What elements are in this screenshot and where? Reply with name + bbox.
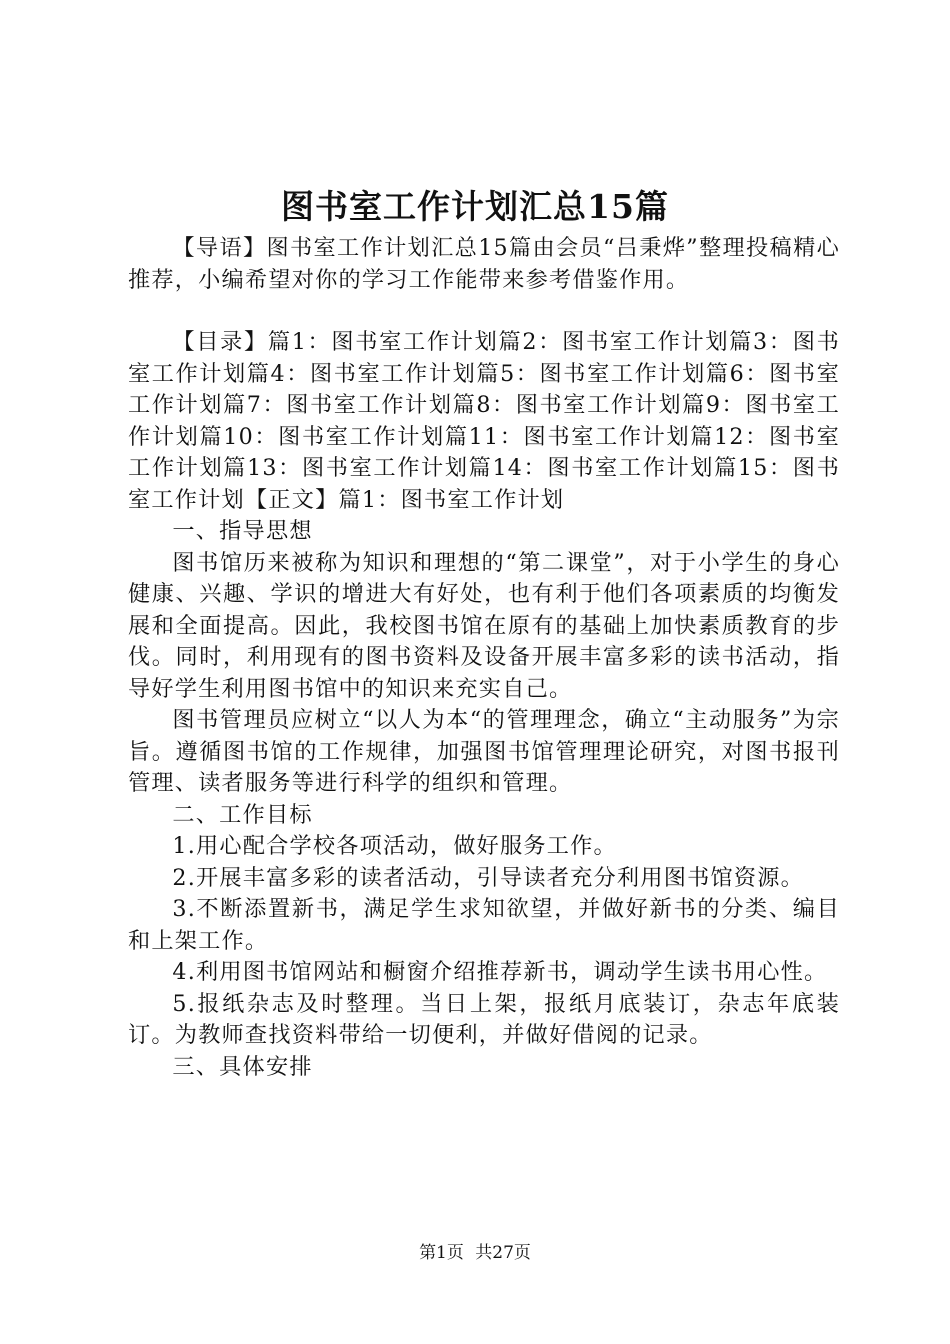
page-number: 第1页 [419, 1243, 464, 1263]
paragraph-spacer [128, 296, 840, 327]
page-footer [0, 1238, 950, 1268]
list-item: 5.报纸杂志及时整理。当日上架，报纸月底装订，杂志年底装订。为教师查找资料带给一切便利，并做好借阅的记录。 [128, 990, 840, 1048]
document-body [128, 233, 840, 1083]
heading-work-goals: 二、工作目标 [172, 801, 313, 828]
heading-specific-arrangements: 三、具体安排 [172, 1053, 313, 1080]
list-item: 1.用心配合学校各项活动，做好服务工作。 [172, 833, 617, 859]
heading-guiding-thought: 一、指导思想 [172, 518, 313, 544]
list-item: 2.开展丰富多彩的读者活动，引导读者充分利用图书馆资源。 [172, 864, 805, 891]
page-total: 共27页 [475, 1243, 531, 1263]
document-title: 图书室工作计划汇总15篇 [281, 187, 669, 226]
body-paragraph: 图书馆历来被称为知识和理想的“第二课堂”，对于小学生的身心健康、兴趣、学识的增进大有好处，也有利于他们各项素质的均衡发展和全面提高。因此，我校图书馆在原有的基础上加快素质教育的步伐。同时，利用现有的图书资料及设备开展丰富多彩的读书活动，指导好学生利用图书馆中的知识来充实自己。 [128, 549, 840, 702]
toc-paragraph: 【目录】篇1：图书室工作计划篇2：图书室工作计划篇3：图书室工作计划篇4：图书室工作计划篇5：图书室工作计划篇6：图书室工作计划篇7：图书室工作计划篇8：图书室工作计划篇9：图书室工作计划篇10：图书室工作计划篇11：图书室工作计划篇12：图书室工作计划篇13：图书室工作计划篇14：图书室工作计划篇15：图书室工作计划【正文】篇1：图书室工作计划 [128, 329, 840, 513]
intro-paragraph: 【导语】图书室工作计划汇总15篇由会员“吕秉烨”整理投稿精心推荐，小编希望对你的学习工作能带来参考借鉴作用。 [128, 235, 840, 293]
list-item: 4.利用图书馆网站和橱窗介绍推荐新书，调动学生读书用心性。 [172, 959, 828, 985]
body-paragraph: 图书管理员应树立“以人为本“的管理理念，确立“主动服务”为宗旨。遵循图书馆的工作规律，加强图书馆管理理论研究，对图书报刊管理、读者服务等进行科学的组织和管理。 [128, 707, 840, 796]
list-item: 3.不断添置新书，满足学生求知欲望，并做好新书的分类、编目和上架工作。 [128, 896, 840, 954]
